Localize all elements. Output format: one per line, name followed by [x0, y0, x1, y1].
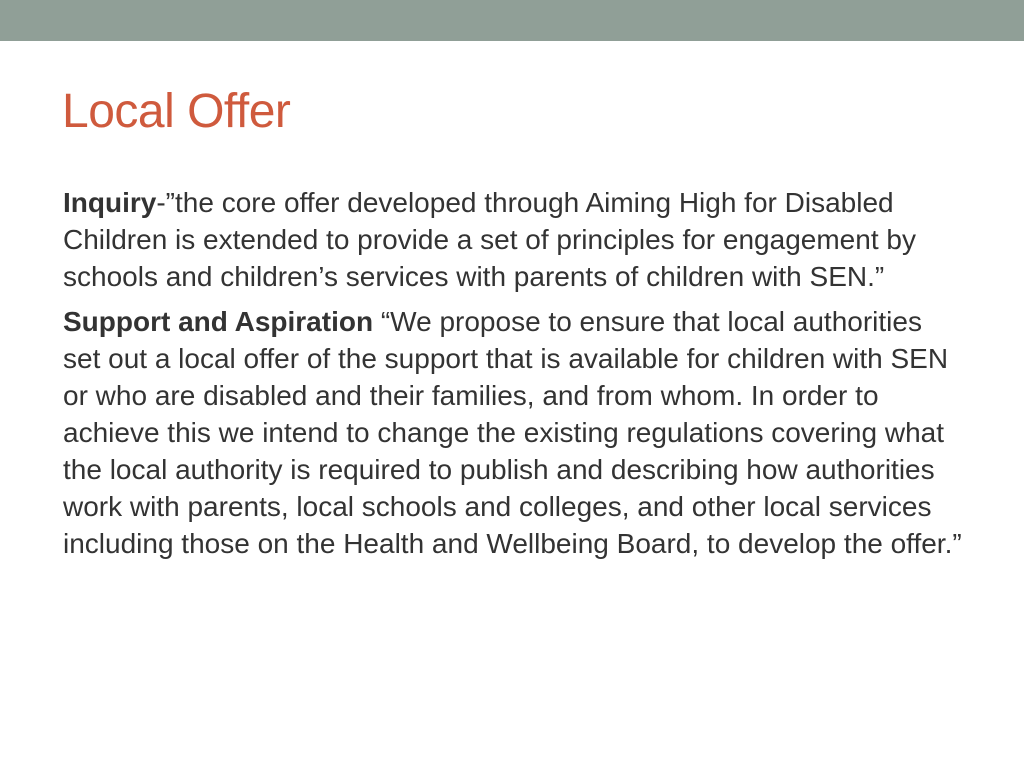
slide-title: Local Offer — [62, 85, 291, 138]
paragraph-support-and-aspiration — [63, 303, 963, 562]
top-accent-bar — [0, 0, 1024, 41]
text-support-and-aspiration: “We propose to ensure that local authorities set out a local offer of the support that is available for children with SEN or who are disabled and their families, and from whom. In order to achieve this we intend to change the existing regulations covering what the local authority is required to publish and describing how authorities work with parents, local schools and colleges, and other local services including those on the Health and Wellbeing Board, to develop the offer.” — [63, 306, 962, 559]
paragraph-inquiry — [63, 184, 963, 295]
slide-body — [63, 184, 963, 570]
term-inquiry: Inquiry — [63, 187, 157, 218]
term-support-and-aspiration: Support and Aspiration — [63, 306, 374, 337]
text-inquiry: -”the core offer developed through Aiming High for Disabled Children is extended to provide a set of principles for engagement by schools and children’s services with parents of children with SEN.” — [63, 187, 916, 292]
